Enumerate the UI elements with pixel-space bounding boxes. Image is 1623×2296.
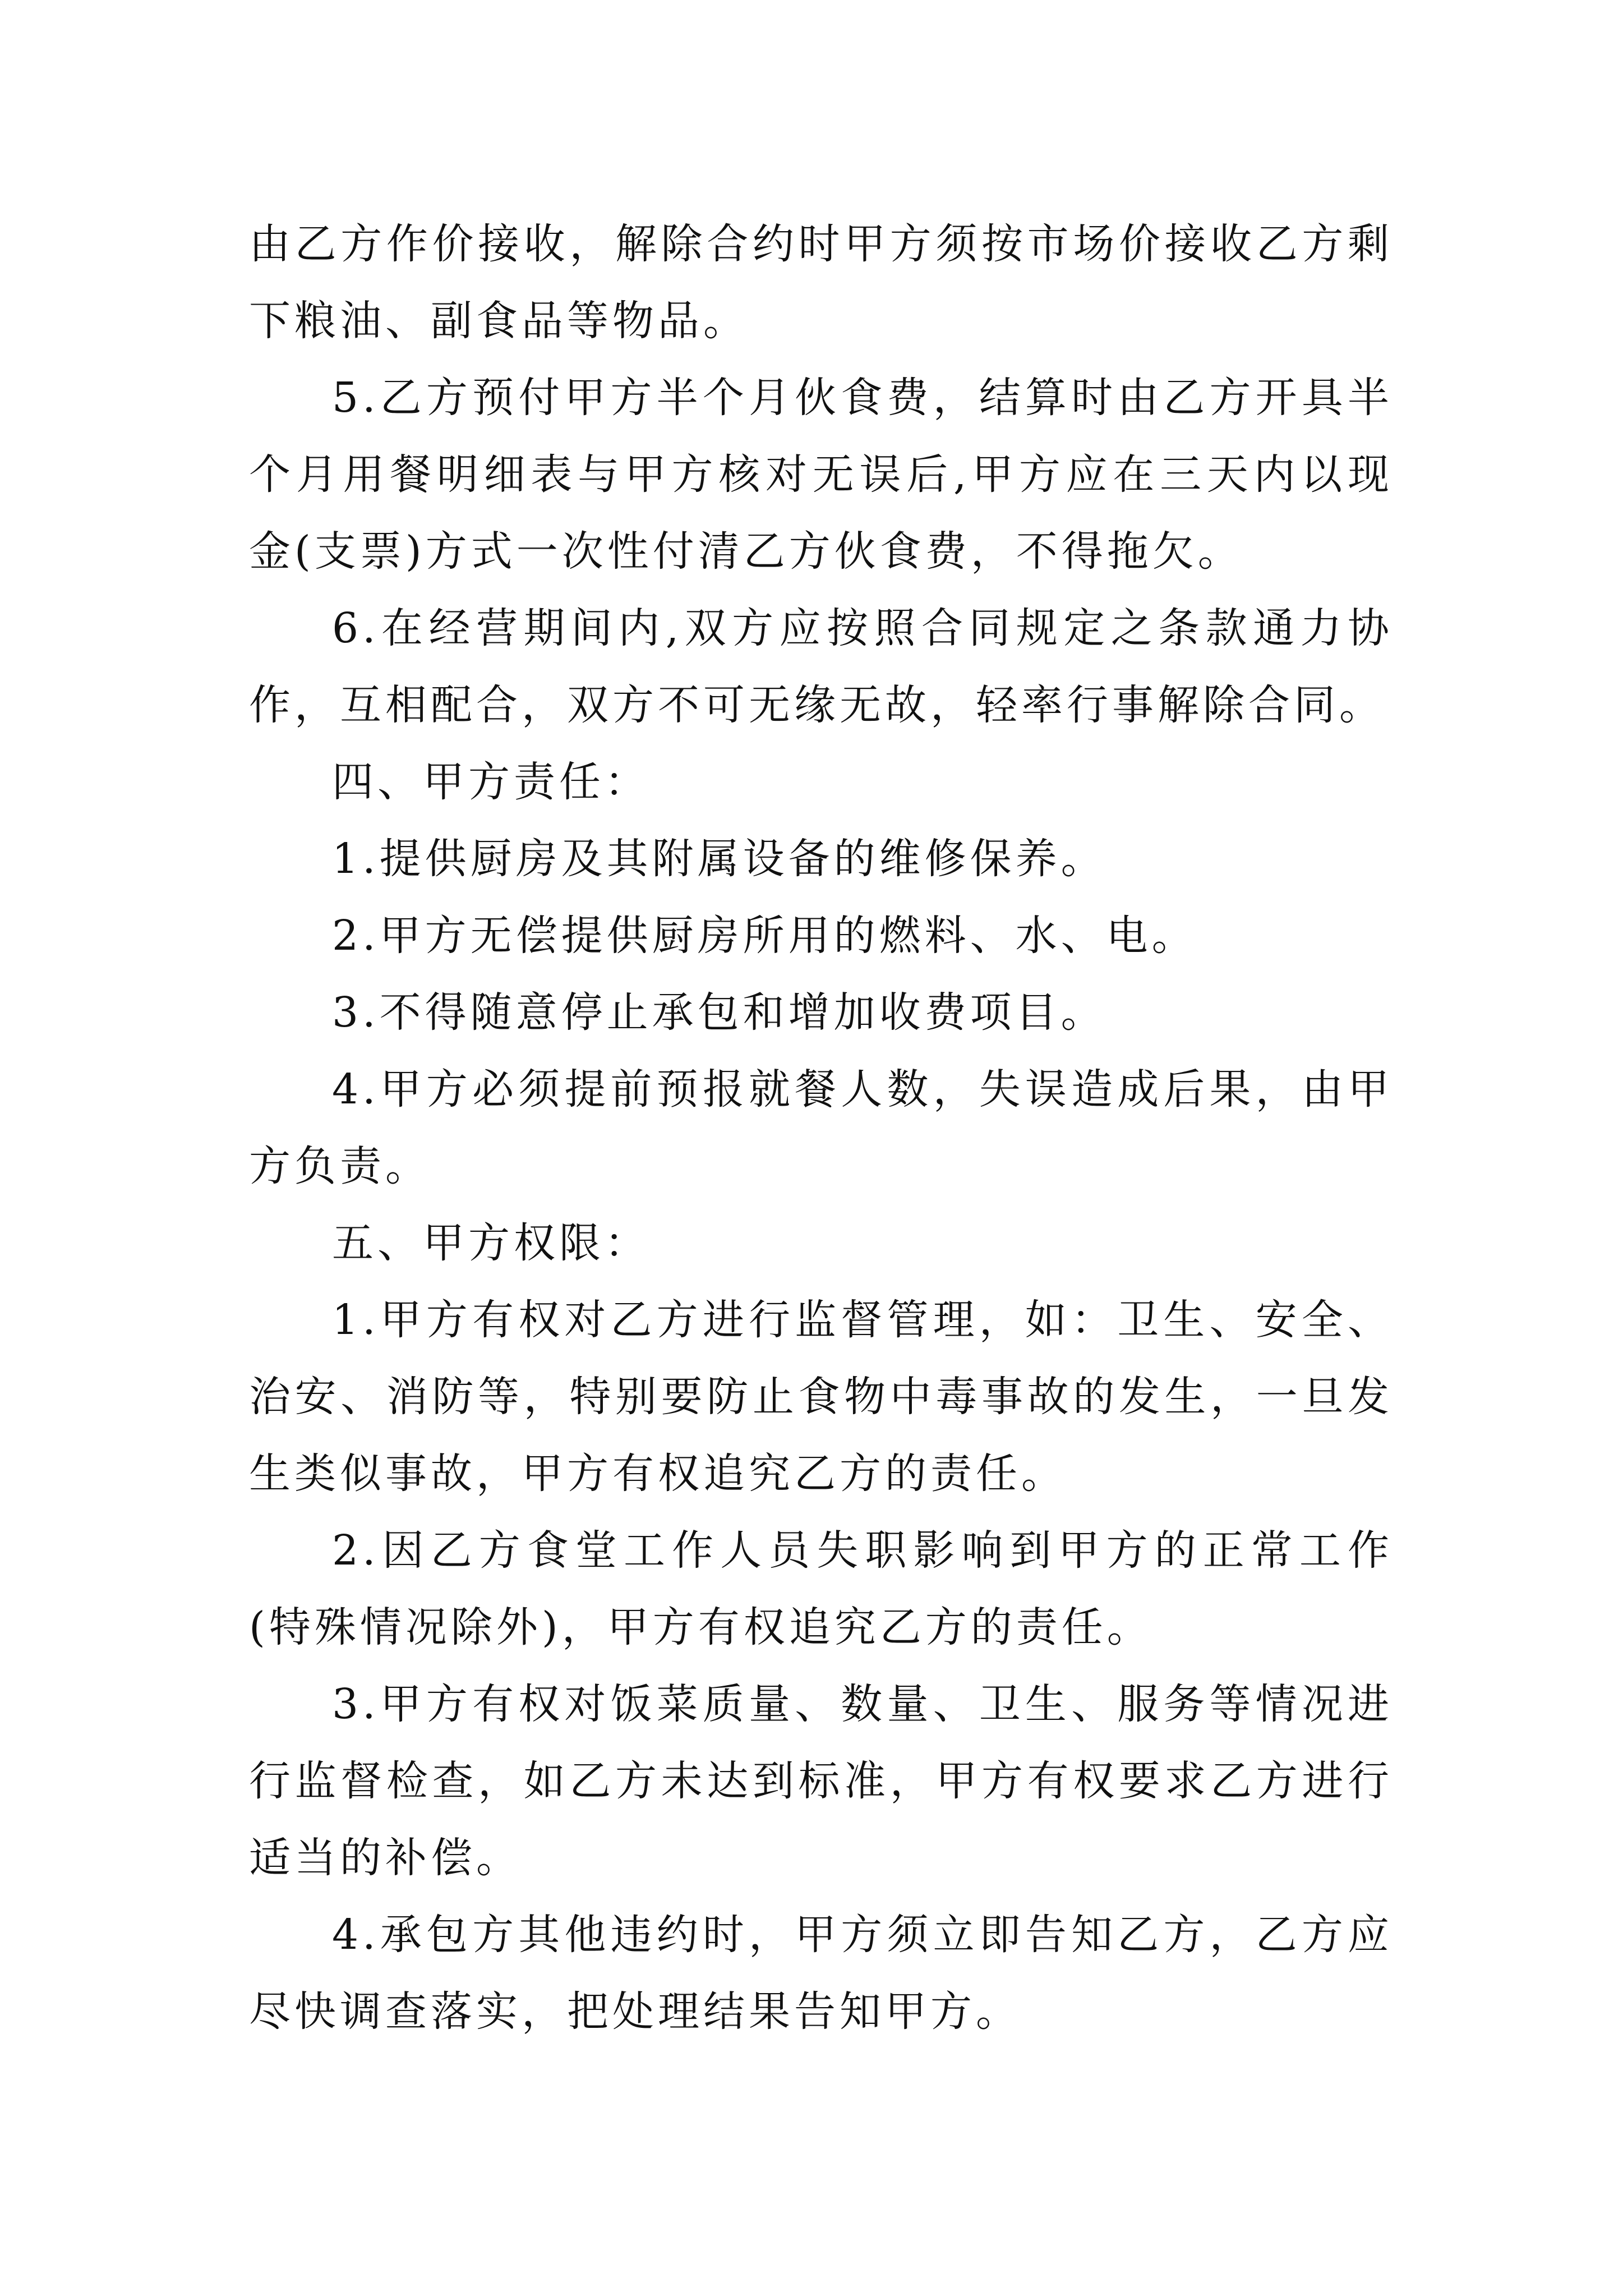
section-heading-party-a-responsibilities: 四、甲方责任： — [332, 758, 650, 806]
paragraph-responsibility-2: 2.甲方无偿提供厨房所用的燃料、水、电。 — [332, 912, 1197, 960]
paragraph-responsibility-1: 1.提供厨房及其附属设备的维修保养。 — [332, 835, 1106, 883]
paragraph-right-4: 4.承包方其他违约时，甲方须立即告知乙方，乙方应尽快调查落实，把处理结果告知甲方。 — [249, 1911, 1393, 2036]
paragraph-continuation: 由乙方作价接收，解除合约时甲方须按市场价接收乙方剩下粮油、副食品等物品。 — [249, 220, 1393, 345]
section-heading-party-a-rights: 五、甲方权限： — [332, 1219, 650, 1267]
paragraph-responsibility-3: 3.不得随意停止承包和增加收费项目。 — [332, 988, 1106, 1037]
paragraph-responsibility-4: 4.甲方必须提前预报就餐人数，失误造成后果，由甲方负责。 — [249, 1065, 1393, 1190]
paragraph-right-1: 1.甲方有权对乙方进行监督管理，如：卫生、安全、治安、消防等，特别要防止食物中毒事故的发生，一旦发生类似事故，甲方有权追究乙方的责任。 — [249, 1296, 1393, 1498]
paragraph-clause-5-prepayment: 5.乙方预付甲方半个月伙食费，结算时由乙方开具半个月用餐明细表与甲方核对无误后,甲方应在三天内以现金(支票)方式一次性付清乙方伙食费，不得拖欠。 — [249, 374, 1393, 576]
document-body — [249, 206, 1393, 2050]
paragraph-right-3: 3.甲方有权对饭菜质量、数量、卫生、服务等情况进行监督检查，如乙方未达到标准，甲方有权要求乙方进行适当的补偿。 — [249, 1680, 1393, 1882]
paragraph-clause-6-cooperation: 6.在经营期间内,双方应按照合同规定之条款通力协作，互相配合，双方不可无缘无故，轻率行事解除合同。 — [249, 604, 1393, 729]
paragraph-right-2: 2.因乙方食堂工作人员失职影响到甲方的正常工作(特殊情况除外)，甲方有权追究乙方的责任。 — [249, 1526, 1393, 1651]
